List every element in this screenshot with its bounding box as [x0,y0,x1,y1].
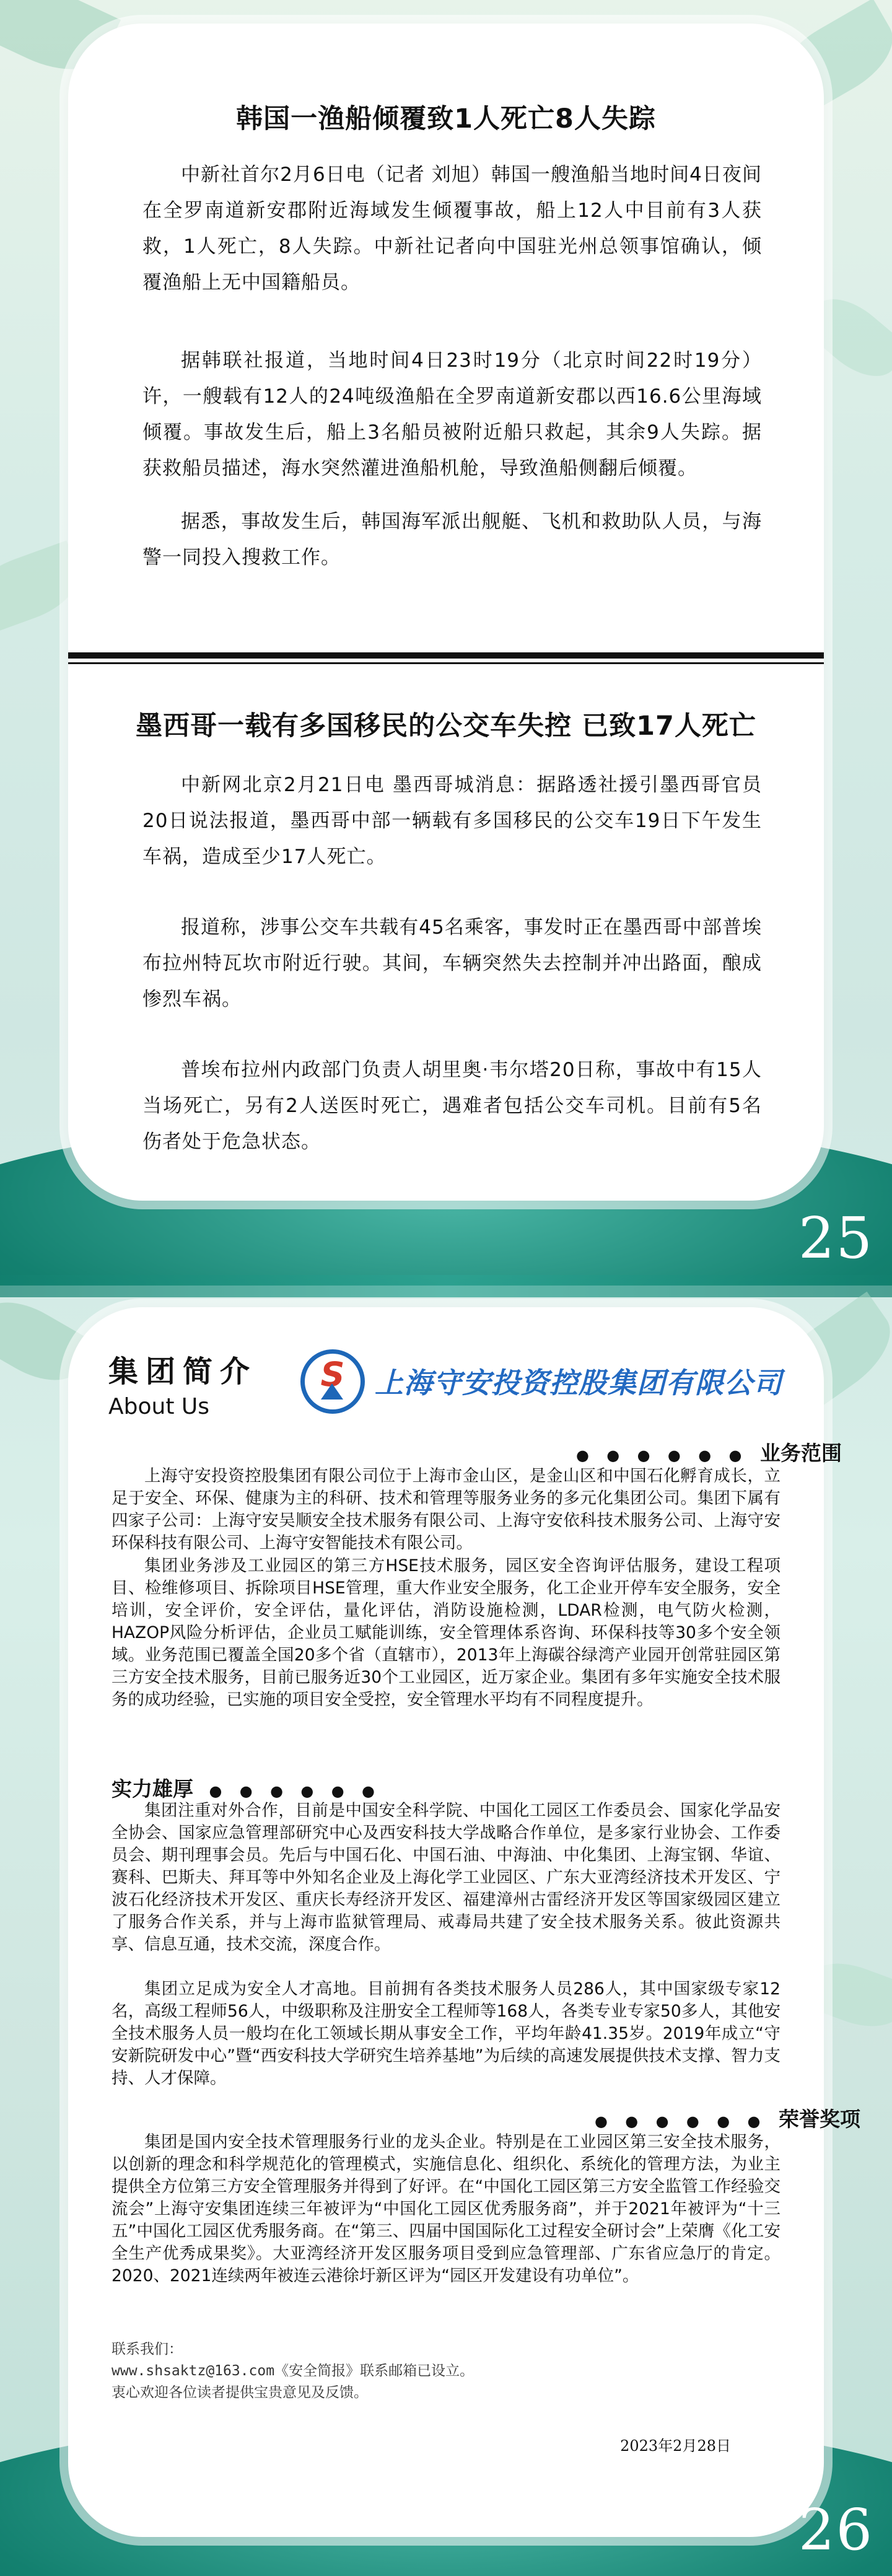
divider [68,662,824,664]
contact-thanks: 衷心欢迎各位读者提供宝贵意见及反馈。 [112,2385,368,2401]
company-name: 上海守安投资控股集团有限公司 [375,1366,782,1400]
article-paragraph: 中新网北京2月21日电 墨西哥城消息：据路透社援引墨西哥官员20日说法报道，墨西哥中部一辆载有多国移民的公交车19日下午发生车祸，造成至少17人死亡。 [142,774,762,868]
company-heading [108,1347,257,1419]
section-heading: 集团简介 [108,1354,258,1389]
section-heading-en: About Us [108,1394,209,1419]
article-title: 韩国一渔船倾覆致1人死亡8人失踪 [236,103,656,134]
issue-date: 2023年2月28日 [620,2437,731,2455]
dots-decoration: ● ● ● ● ● ● [595,2112,767,2130]
company-logo [300,1349,365,1414]
section-title: 业务范围 [759,1441,842,1465]
article-card [68,24,824,1201]
body-paragraph: 集团注重对外合作，目前是中国安全科学院、中国化工园区工作委员会、国家化学品安全协会、国家应急管理部研究中心及西安科技大学战略合作单位，是多家行业协会、工作委员会、期刊理事会员。先后与中国石化、中国石油、中海油、中化集团、上海宝钢、华谊、赛科、巴斯夫、拜耳等中外知名企业及上海化学工业园区、广东大亚湾经济技术开发区、宁波石化经济技术开发区、重庆长寿经济开发区、福建漳州古雷经济开发区等国家级园区建立了服务合作关系，并与上海市监狱管理局、戒毒局共建了安全技术服务关系。彼此资源共享、信息互通，技术交流，深度合作。 [112,1801,780,1954]
body-paragraph: 集团立足成为安全人才高地。目前拥有各类技术服务人员286人，其中国家级专家12名，高级工程师56人，中级职称及注册安全工程师等168人，各类专业专家50多人，其他安全技术服务人员一般均在化工领域长期从事安全工作，平均年龄41.35岁。2019年成立“守安新院研发中心”暨“西安科技大学研究生培养基地”为后续的高速发展提供技术支撑、智力支持、人才保障。 [112,1979,780,2088]
article-paragraph: 中新社首尔2月6日电（记者 刘旭）韩国一艘渔船当地时间4日夜间在全罗南道新安郡附近海域发生倾覆事故，船上12人中目前有3人获救，1人死亡，8人失踪。中新社记者向中国驻光州总领事馆确认，倾覆渔船上无中国籍船员。 [142,164,762,294]
section-title-honors [595,2103,860,2132]
section-title-business [576,1437,842,1466]
dots-decoration: ● ● ● ● ● ● [576,1446,748,1464]
page-number: 26 [798,2497,873,2563]
section-title-strength [112,1773,381,1802]
page-number: 25 [798,1205,873,1271]
article-title: 墨西哥一载有多国移民的公交车失控 已致17人死亡 [136,711,756,742]
page-25 [0,0,892,1286]
body-paragraph: 上海守安投资控股集团有限公司位于上海市金山区，是金山区和中国石化孵育成长，立足于安全、环保、健康为主的科研、技术和管理等服务业务的多元化集团公司。集团下属有四家子公司：上海守安吴顺安全技术服务有限公司、上海守安依科技术服务公司、上海守安环保科技有限公司、上海守安智能技术有限公司。 [112,1466,780,1553]
article-paragraph: 据韩联社报道，当地时间4日23时19分（北京时间22时19分）许，一艘载有12人的24吨级渔船在全罗南道新安郡以西16.6公里海域倾覆。事故发生后，船上3名船员被附近船只救起，其余9人失踪。据获救船员描述，海水突然灌进渔船机舱，导致渔船侧翻后倾覆。 [142,349,762,480]
article-paragraph: 普埃布拉州内政部门负责人胡里奥·韦尔塔20日称，事故中有15人当场死亡，另有2人送医时死亡，遇难者包括公交车司机。目前有5名伤者处于危急状态。 [142,1059,762,1153]
contact-label: 联系我们： [112,2341,183,2357]
body-paragraph: 集团业务涉及工业园区的第三方HSE技术服务，园区安全咨询评估服务，建设工程项目、检维修项目、拆除项目HSE管理，重大作业安全服务，化工企业开停车安全服务，安全培训，安全评价，安全评估，量化评估，消防设施检测，LDAR检测，电气防火检测，HAZOP风险分析评估，企业员工赋能训练，安全管理体系咨询、环保科技等30多个安全领域。业务范围已覆盖全国20多个省（直辖市），2013年上海碳谷绿湾产业园开创常驻园区第三方安全技术服务，目前已服务近30个工业园区，近万家企业。集团有多年实施安全技术服务的成功经验，已实施的项目安全受控，安全管理水平均有不同程度提升。 [112,1556,780,1709]
logo-triangle-icon [321,1383,343,1400]
article-paragraph: 报道称，涉事公交车共载有45名乘客，事发时正在墨西哥中部普埃布拉州特瓦坎市附近行驶。其间，车辆突然失去控制并冲出路面，酿成惨烈车祸。 [142,916,762,1010]
contact-email: www.shsaktz@163.com《安全简报》联系邮箱已设立。 [112,2363,474,2379]
article-paragraph: 据悉，事故发生后，韩国海军派出舰艇、飞机和救助队人员，与海警一同投入搜救工作。 [142,510,762,569]
contact-block [112,2339,474,2404]
dots-decoration: ● ● ● ● ● ● [209,1782,381,1800]
section-title: 荣誉奖项 [778,2107,860,2131]
section-title: 实力雄厚 [112,1777,193,1801]
divider [68,652,824,659]
body-paragraph: 集团是国内安全技术管理服务行业的龙头企业。特别是在工业园区第三安全技术服务，以创新的理念和科学规范化的管理模式，实施信息化、组织化、系统化的管理方法，为业主提供全方位第三方安全管理服务并得到了好评。在“中国化工园区第三方安全监管工作经验交流会”上海守安集团连续三年被评为“中国化工园区优秀服务商”，并于2021年被评为“十三五”中国化工园区优秀服务商。在“第三、四届中国国际化工过程安全研讨会”上荣膺《化工安全生产优秀成果奖》。大亚湾经济开发区服务项目受到应急管理部、广东省应急厅的肯定。2020、2021连续两年被连云港徐圩新区评为“园区开发建设有功单位”。 [112,2132,780,2285]
logo-letter: S [320,1355,345,1394]
